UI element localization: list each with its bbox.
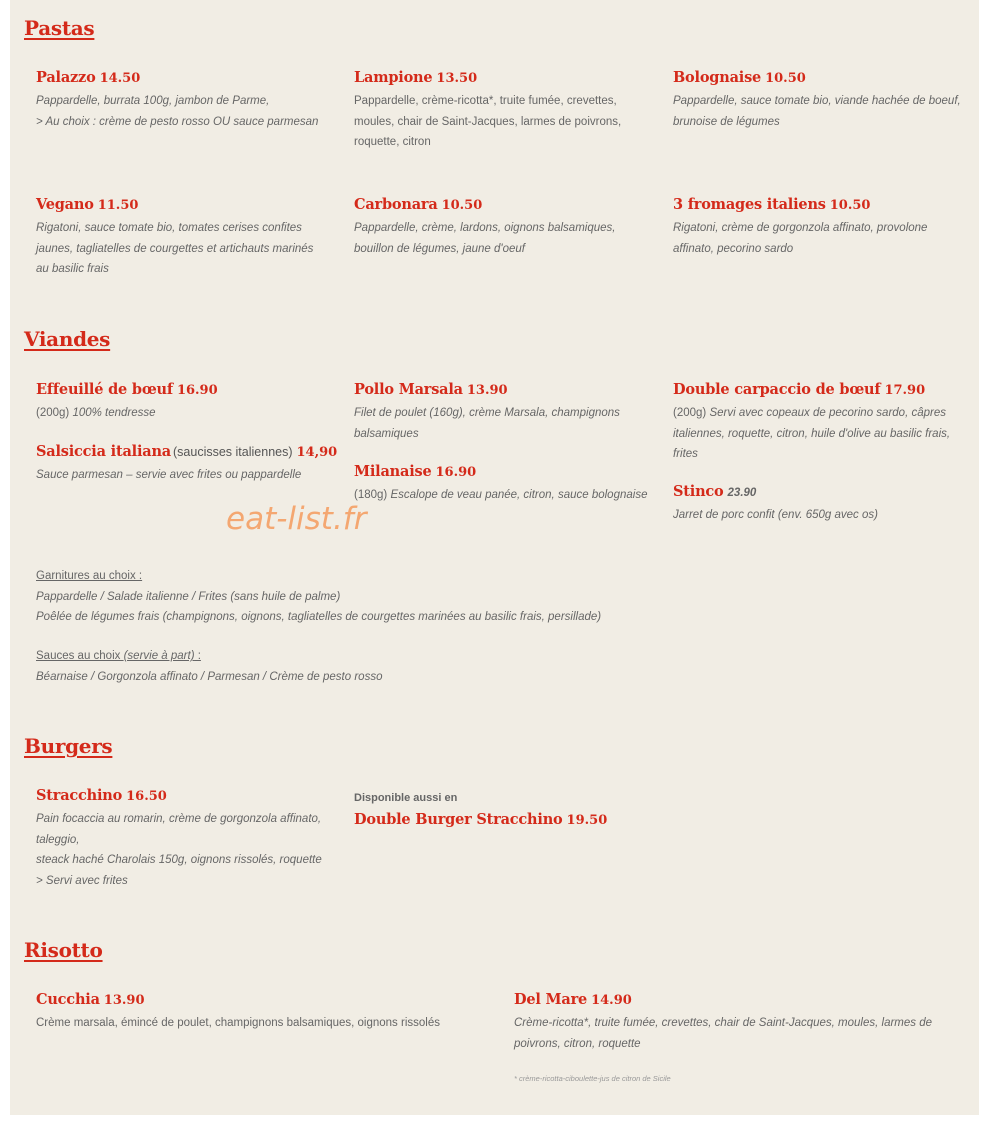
item-desc: > Au choix : crème de pesto rosso OU sauce parmesan [36, 115, 319, 128]
item-desc: Escalope de veau panée, citron, sauce bolognaise [387, 489, 648, 501]
item-price: 13.50 [436, 71, 478, 86]
item-price: 16.90 [435, 465, 477, 480]
item-price: 14.50 [99, 71, 141, 86]
item-price: 17.90 [884, 383, 926, 398]
menu-item-bolognaise [673, 68, 973, 132]
item-price: 14,90 [296, 445, 338, 460]
item-desc: italiennes, roquette, citron, huile d'olive au basilic frais, [673, 427, 951, 440]
sauces-heading: Sauces au choix [36, 650, 124, 662]
item-desc: Crème marsala, émincé de poulet, champignons balsamiques, oignons rissolés [36, 1017, 440, 1029]
item-desc: 100% tendresse [69, 407, 156, 419]
menu-item-vegano [36, 195, 336, 280]
menu-item-stinco [673, 482, 973, 526]
menu-item-del-mare [514, 990, 969, 1054]
item-price: 13.90 [466, 383, 508, 398]
item-name: Double Burger Stracchino [354, 811, 563, 828]
item-name: 3 fromages italiens [673, 196, 826, 213]
item-desc: Sauce parmesan – servie avec frites ou pappardelle [36, 469, 302, 481]
footnote: * crème-ricotta-ciboulette-jus de citron de Sicile [514, 1074, 671, 1083]
item-desc: taleggio, [36, 833, 80, 846]
item-price: 13.90 [103, 993, 145, 1008]
item-price: 10.50 [441, 198, 483, 213]
item-name: Pollo Marsala [354, 381, 463, 398]
item-desc: roquette, citron [354, 136, 431, 148]
item-name: Carbonara [354, 196, 438, 213]
item-name: Stracchino [36, 787, 123, 804]
sauces-block [36, 646, 382, 687]
item-name: Bolognaise [673, 69, 762, 86]
item-weight: (200g) [673, 407, 707, 419]
item-desc: Jarret de porc confit (env. 650g avec os) [673, 509, 878, 521]
item-desc: Pappardelle, sauce tomate bio, viande hachée de boeuf, [673, 95, 961, 107]
item-desc: Pain focaccia au romarin, crème de gorgonzola affinato, [36, 813, 322, 825]
menu-paper [10, 0, 979, 1115]
item-price: 11.50 [97, 198, 139, 213]
garnitures-line: Pappardelle / Salade italienne / Frites (sans huile de palme) [36, 590, 341, 603]
item-name: Del Mare [514, 991, 588, 1008]
item-weight: (200g) [36, 407, 70, 419]
item-desc: poivrons, citron, roquette [514, 1037, 641, 1050]
item-name: Cucchia [36, 991, 100, 1008]
item-name: Palazzo [36, 69, 96, 86]
item-weight: (180g) [354, 489, 388, 501]
menu-item-double-burger [354, 789, 674, 831]
item-desc: Rigatoni, sauce tomate bio, tomates cerises confites [36, 222, 302, 234]
sauces-heading-colon: : [194, 650, 201, 662]
item-desc: Pappardelle, burrata 100g, jambon de Parme, [36, 95, 270, 107]
item-name: Stinco [673, 483, 724, 500]
menu-item-3-fromages [673, 195, 973, 259]
menu-item-milanaise [354, 462, 664, 506]
menu-item-cucchia [36, 990, 496, 1034]
sauces-heading-note: (servie à part) [123, 650, 195, 662]
item-desc: Servi avec copeaux de pecorino sardo, câpres [706, 407, 946, 419]
item-price: 10.50 [765, 71, 806, 86]
item-desc: frites [673, 448, 698, 460]
menu-item-lampione [354, 68, 654, 153]
menu-item-stracchino [36, 786, 346, 891]
item-desc: bouillon de légumes, jaune d'oeuf [354, 242, 525, 255]
item-name: Vegano [36, 196, 94, 213]
item-desc: jaunes, tagliatelles de courgettes et artichauts marinés [36, 242, 314, 255]
item-desc: moules, chair de Saint-Jacques, larmes de poivrons, [354, 115, 622, 128]
item-desc: au basilic frais [36, 263, 109, 275]
item-desc: brunoise de légumes [673, 115, 780, 128]
item-desc: steack haché Charolais 150g, oignons rissolés, roquette [36, 854, 322, 866]
watermark: eat-list.fr [226, 501, 367, 537]
garnitures-line: Poêlée de légumes frais (champignons, oignons, tagliatelles de courgettes marinées au basilic frais, persillade) [36, 611, 602, 623]
item-name: Salsiccia italiana [36, 443, 172, 460]
item-name: Double carpaccio de bœuf [673, 381, 881, 398]
garnitures-heading: Garnitures au choix : [36, 570, 143, 582]
item-desc: balsamiques [354, 427, 419, 440]
item-name: Lampione [354, 69, 433, 86]
item-note: (saucisses italiennes) [173, 445, 293, 459]
item-desc: affinato, pecorino sardo [673, 242, 794, 255]
menu-item-salsiccia [36, 442, 346, 486]
menu-item-pollo-marsala [354, 380, 664, 444]
item-price: 10.50 [829, 198, 871, 213]
also-available-label: Disponible aussi en [354, 792, 458, 804]
item-desc: Filet de poulet (160g), crème Marsala, champignons [354, 407, 620, 419]
item-desc: Rigatoni, crème de gorgonzola affinato, provolone [673, 222, 928, 234]
section-title-viandes: Viandes [24, 327, 111, 351]
section-title-pastas: Pastas [24, 16, 95, 40]
menu-item-palazzo [36, 68, 336, 132]
garnitures-block [36, 566, 601, 628]
item-name: Effeuillé de bœuf [36, 381, 173, 398]
section-title-risotto: Risotto [24, 938, 103, 962]
item-desc: Pappardelle, crème-ricotta*, truite fumée, crevettes, [354, 95, 617, 107]
item-price: 14.90 [591, 993, 632, 1008]
menu-item-carpaccio [673, 380, 973, 465]
item-price: 19.50 [566, 813, 608, 828]
section-title-burgers: Burgers [24, 734, 113, 758]
item-price: 16.90 [176, 383, 218, 398]
menu-item-effeuille [36, 380, 336, 424]
item-desc: Crème-ricotta*, truite fumée, crevettes, chair de Saint-Jacques, moules, larmes de [514, 1017, 933, 1029]
menu-item-carbonara [354, 195, 654, 259]
item-desc: Pappardelle, crème, lardons, oignons balsamiques, [354, 222, 616, 234]
item-price: 23.90 [727, 487, 757, 499]
item-desc: > Servi avec frites [36, 874, 128, 887]
sauces-line: Béarnaise / Gorgonzola affinato / Parmesan / Crème de pesto rosso [36, 670, 383, 683]
item-price: 16.50 [126, 789, 167, 804]
item-name: Milanaise [354, 463, 432, 480]
